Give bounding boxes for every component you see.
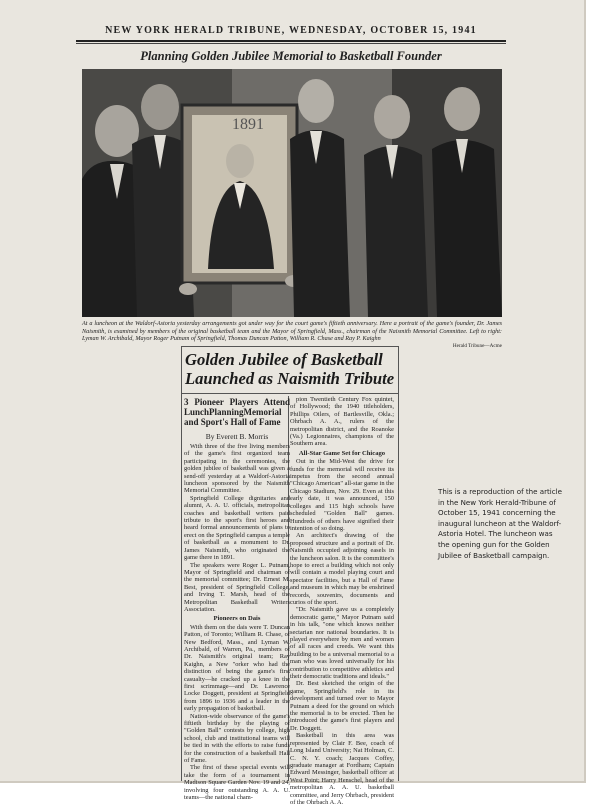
article-paragraph: An architect's drawing of the proposed structure and a portrait of Dr. Naismith occupied adjoining easels in the luncheon salon. It is the committee's hope to erect a building which not only will contain a model playing court and spectator facilities, but a Hall of Fame and museum in which may be enshrined records, souvenirs, documents and curios of the sport. (290, 532, 394, 606)
masthead-rule (76, 40, 506, 42)
article-column-2 (290, 396, 394, 806)
article-paragraph: With them on the dais were T. Duncan Patton, of Toronto; William R. Chase, of New Bedford, Mass., and Lyman W. Archibald, of Warren, Pa., members of Dr. Naismith's original team; Ray Kaighn, a New "orker who had the distinction of being the game's first casualty—he cracked up a knee in the first scrimmage—and Dr. Lawrence Locke Doggett, president at Springfield from 1896 to 1936 and a leader in the early propagation of basketball. (184, 623, 290, 713)
headline-rule-top (181, 346, 398, 347)
article-paragraph: With three of the five living members of the game's first organized team participating in the ceremonies, the golden jubilee of basketball was given a send-off yesterday at a Waldorf-Astoria luncheon sponsored by the Naismith Memorial Committee. (184, 443, 290, 495)
column-rule-right (398, 346, 399, 781)
article-column-1 (184, 397, 290, 802)
photo-title: Planning Golden Jubilee Memorial to Basketball Founder (140, 49, 442, 63)
article-paragraph: pion Twentieth Century Fox quintet, of Hollywood; the 1940 titleholders, Phillips Oilers, of Bartlesville, Okla.; Ohrbach A. A., rulers of the metropolitan district, and the Roanoke (Va.) Legionnaires, champions of the Southern area. (290, 396, 394, 448)
news-photo (82, 69, 502, 317)
photo-caption (82, 320, 502, 349)
section-heading: Pioneers on Dais (213, 615, 261, 623)
newspaper-masthead: NEW YORK HERALD TRIBUNE, WEDNESDAY, OCTOBER 15, 1941 (105, 25, 477, 36)
photo-illustration (82, 69, 502, 317)
article-paragraph: "Dr. Naismith gave us a completely democratic game," Mayor Putnam said in his talk, "one which knows neither sectarian nor national boundaries. It is played everywhere by men and women of all races and creeds. We want this building to be a universal memorial to a man who was loved universally for his contribution to competitive athletics and their democratic traditions and ideals." (290, 606, 394, 681)
article-paragraph: Out in the Mid-West the drive for funds for the memorial will receive its impetus from the second annual "Chicago American" all-star game in the Chicago Stadium, Nov. 29. Even at this early date, it was announced, 150 colleges and 115 high schools have scheduled "Golden Ball" games. Hundreds of others have signified their intention of so doing. (290, 458, 394, 532)
archive-note: This is a reproduction of the article in the New York Herald-Tribune of October 15, 1941 concerning the inaugural luncheon at the Waldorf-Astoria Hotel. The luncheon was the opening gun for the Golden Jubilee of Basketball campaign. (438, 487, 562, 560)
masthead-rule-thin (76, 43, 506, 44)
section-heading: All-Star Game Set for Chicago (298, 449, 386, 457)
headline-rule-bottom (181, 393, 398, 394)
article-paragraph: Nation-wide observance of the game's fiftieth birthday by the playing of "Golden Ball" contests by college, high school, club and institutional teams will be tied in with the efforts to raise funds for the construction of a basketball Hall of Fame. (184, 712, 290, 765)
article-paragraph: The first of these special events will take the form of a tournament in Madison Square Garden Nov. 19 and 24, involving four outstanding A. A. U. teams—the national cham- (184, 764, 290, 802)
article-paragraph: Springfield College dignitaries and alumni, A. A. U. officials, metropolitan coaches and basketball writers paid tribute to the sport's first heroes and heard formal announcements of plans to erect on the Springfield campus a temple of basketball as a monument to Dr. James Naismith, who originated the game there in 1891. (184, 494, 290, 562)
article-subhead: 3 Pioneer Players Attend LunchPlanningMemorial and Sport's Hall of Fame (184, 397, 290, 428)
portrait-year-text: 1891 (232, 116, 264, 133)
article-paragraph: The speakers were Roger L. Putnam, Mayor of Springfield and chairman of the memorial committee; Dr. Ernest M. Best, president of Springfield College, and Irving T. Marsh, head of the Metropolitan Basketball Writers Association. (184, 561, 290, 613)
article-headline: Golden Jubilee of Basketball Launched as Naismith Tribute (185, 350, 395, 388)
article-paragraph: Basketball in this area was represented by Clair F. Bee, coach of Long Island University; Nat Holman, C. C. N. Y. coach; Jacques Coffey, graduate manager at Fordham; Captain Edward Messinger, basketball officer at West Point; Harry Henschel, head of the metropolitan A. A. U. basketball committee, and Jerry Ohrbach, president of the Ohrbach A. A. (290, 732, 394, 806)
article-byline: By Everett B. Morris (205, 431, 269, 441)
caption-text: At a luncheon at the Waldorf-Astoria yesterday arrangements got under way for the court game's fiftieth anniversary. Here a portrait of the game's founder, Dr. James Naismith, is examined by members of the original basketball team and the Mayor of Springfield, Mass., chairman of the Naismith Memorial Committee. Left to right: Lyman W. Archibald, Mayor Roger Putnam of Springfield, Thomas Duncan Patton, William R. Chase and Ray P. Kaighn (82, 320, 502, 343)
photo-credit: Herald Tribune—Acme (452, 342, 502, 349)
article-paragraph: Dr. Best sketched the origin of the game, Springfield's role in its development and turned over to Mayor Putnam a deed for the ground on which the memorial is to be erected. Then he introduced the game's first players and Dr. Doggett. (290, 680, 394, 732)
column-2-body (290, 396, 394, 806)
column-rule-left (181, 346, 182, 781)
column-1-body (184, 443, 290, 802)
